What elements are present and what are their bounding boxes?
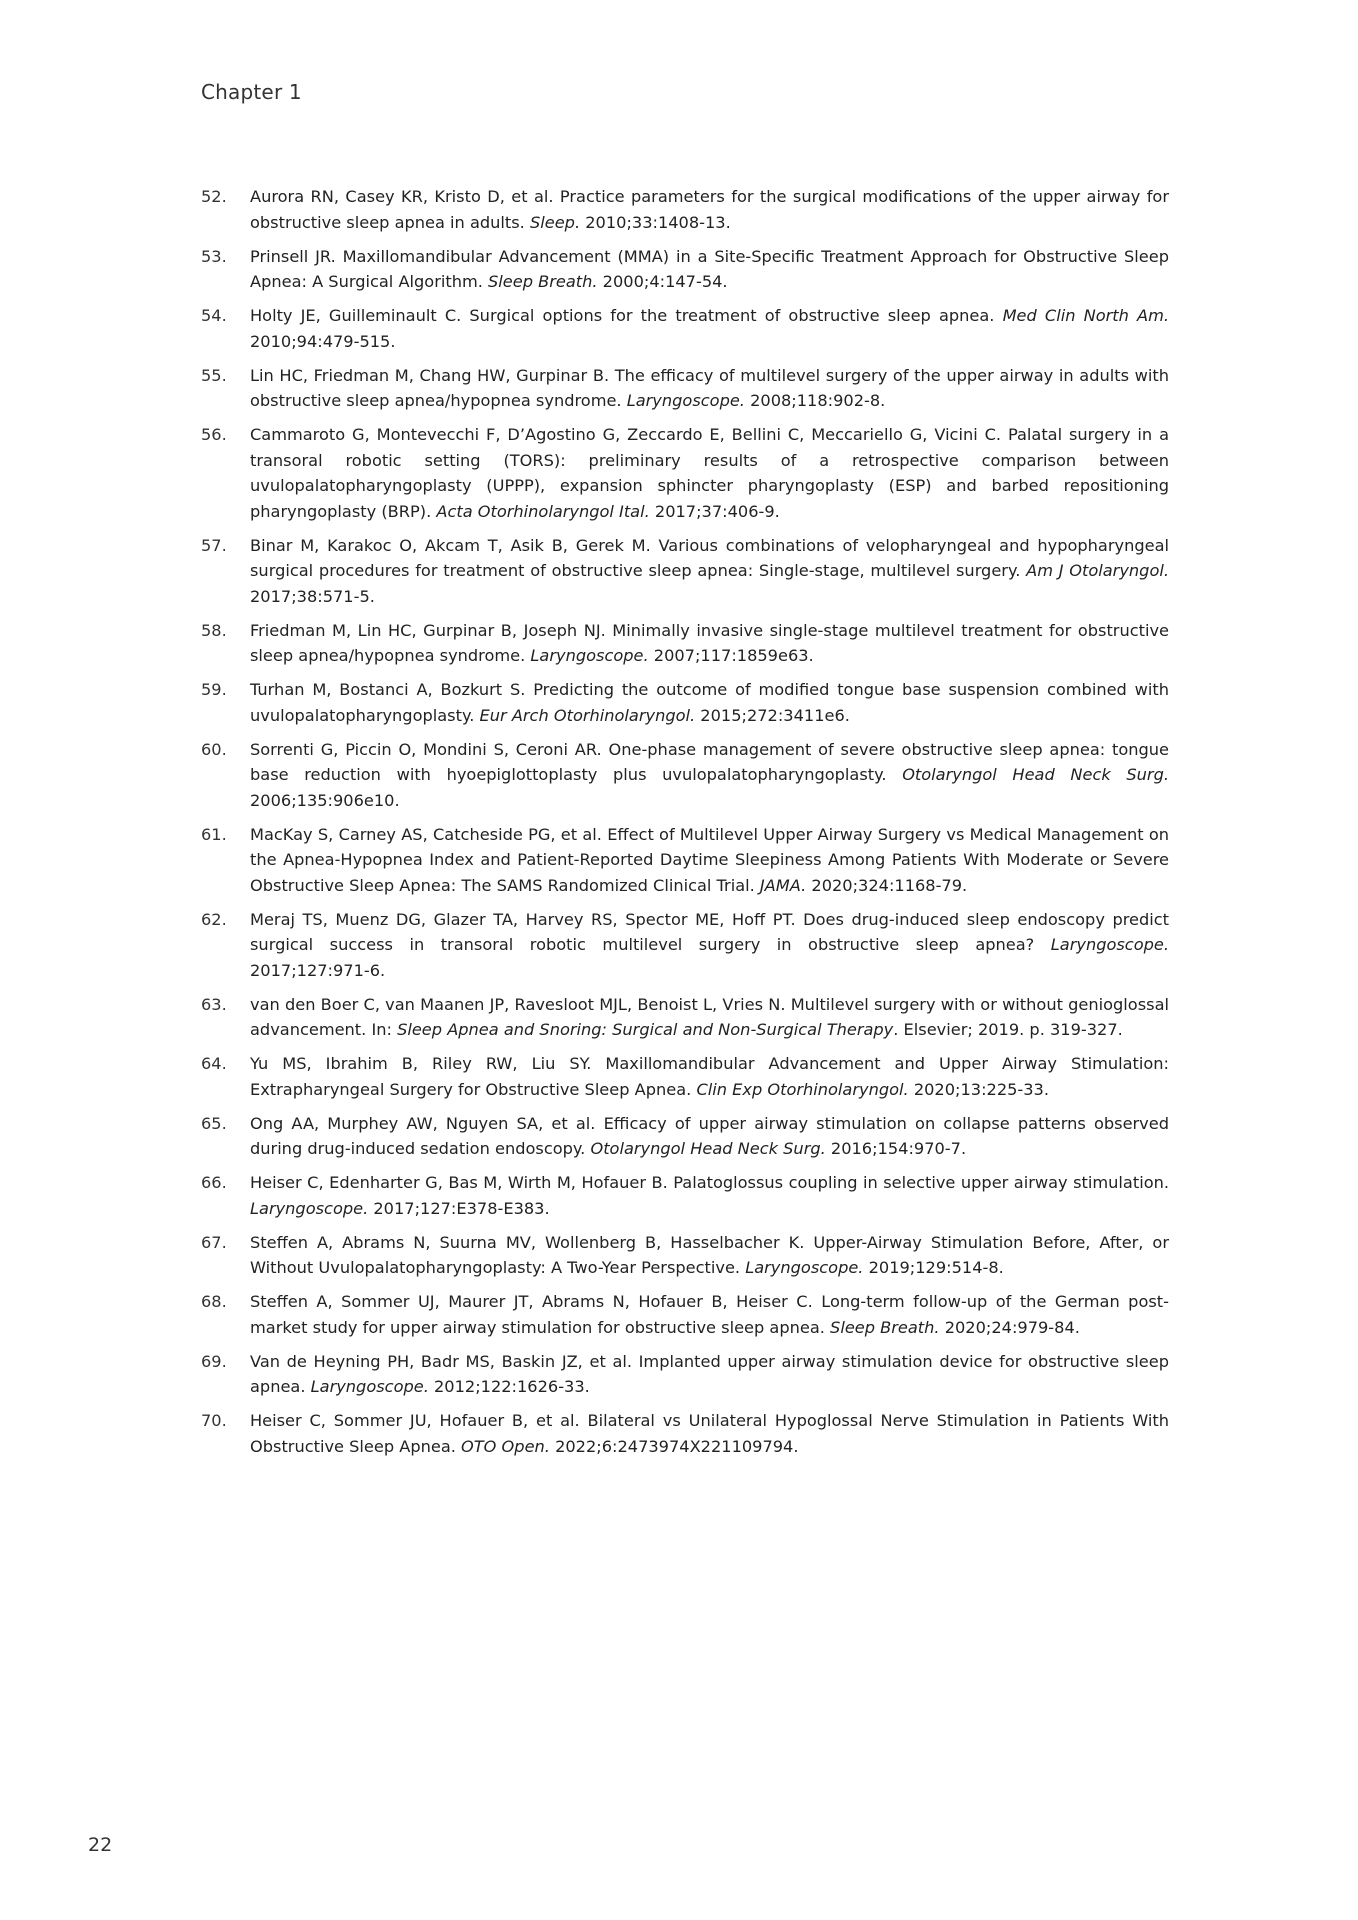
reference-item xyxy=(201,1289,1169,1340)
reference-text xyxy=(250,1051,1169,1102)
reference-journal: Acta Otorhinolaryngol Ital. xyxy=(436,501,650,521)
reference-item xyxy=(201,1230,1169,1281)
reference-text xyxy=(250,907,1169,984)
reference-journal: Laryngoscope. xyxy=(745,1258,864,1277)
reference-segment: 2020;24:979-84. xyxy=(939,1317,1080,1337)
reference-segment: . Elsevier; 2019. p. 319-327. xyxy=(893,1020,1123,1039)
reference-segment: Lin HC, Friedman M, Chang HW, Gurpinar B. The efficacy of multilevel surgery of the upper airway in adults with obstructive sleep apnea/hypopnea syndrome. xyxy=(250,365,1169,410)
reference-segment: 2006;135:906e10. xyxy=(250,790,400,810)
reference-item xyxy=(201,1170,1169,1221)
reference-journal: OTO Open. xyxy=(461,1436,550,1456)
reference-segment: 2019;129:514-8. xyxy=(863,1258,1004,1277)
reference-number: 68. xyxy=(201,1292,227,1311)
reference-journal: Otolaryngol Head Neck Surg. xyxy=(590,1139,826,1158)
reference-number: 64. xyxy=(201,1054,227,1073)
reference-text xyxy=(250,244,1169,295)
reference-segment: Van de Heyning PH, Badr MS, Baskin JZ, et al. Implanted upper airway stimulation device for obstructive sleep apnea. xyxy=(250,1351,1169,1396)
reference-number: 63. xyxy=(201,994,227,1014)
reference-segment: 2010;33:1408-13. xyxy=(580,212,731,232)
reference-segment: Steffen A, Sommer UJ, Maurer JT, Abrams N, Hofauer B, Heiser C. Long-term follow-up of the German post-market study for upper airway stimulation for obstructive sleep apnea. xyxy=(250,1292,1169,1337)
reference-number: 52. xyxy=(201,187,227,206)
reference-segment: Aurora RN, Casey KR, Kristo D, et al. Practice parameters for the surgical modifications of the upper airway for obstructive sleep apnea in adults. xyxy=(250,187,1169,232)
reference-segment: Cammaroto G, Montevecchi F, D’Agostino G, Zeccardo E, Bellini C, Meccariello G, Vicini C. Palatal surgery in a transoral robotic setting (TORS): preliminary results of a retrospective comparison between uvulopalatopharyngoplasty (UPPP), expansion sphincter pharyngoplasty (ESP) and barbed repositioning pharyngoplasty (BRP). xyxy=(250,425,1169,521)
reference-item xyxy=(201,1408,1169,1459)
reference-item xyxy=(201,1051,1169,1102)
reference-number: 65. xyxy=(201,1113,227,1133)
page-number: 22 xyxy=(88,1834,113,1856)
reference-item xyxy=(201,992,1169,1043)
reference-item xyxy=(201,533,1169,610)
reference-segment: 2017;37:406-9. xyxy=(649,501,780,521)
reference-segment: 2015;272:3411e6. xyxy=(695,705,850,725)
reference-item xyxy=(201,737,1169,814)
reference-segment: 2012;122:1626-33. xyxy=(428,1377,590,1396)
reference-journal: Laryngoscope. xyxy=(250,1198,369,1218)
reference-number: 59. xyxy=(201,680,227,699)
reference-journal: Eur Arch Otorhinolaryngol. xyxy=(479,705,696,725)
reference-text xyxy=(250,618,1169,669)
reference-segment: 2010;94:479-515. xyxy=(250,331,396,351)
reference-text xyxy=(250,1349,1169,1400)
reference-journal: Am J Otolaryngol. xyxy=(1026,561,1170,580)
reference-text xyxy=(250,184,1169,235)
reference-number: 61. xyxy=(201,824,227,844)
reference-segment: 2017;127:E378-E383. xyxy=(368,1198,550,1218)
running-head-chapter: Chapter 1 xyxy=(201,80,302,104)
reference-segment: Holty JE, Guilleminault C. Surgical options for the treatment of obstructive sleep apnea. xyxy=(250,306,1003,325)
reference-segment: 2020;13:225-33. xyxy=(908,1079,1050,1099)
reference-number: 70. xyxy=(201,1411,227,1430)
reference-item xyxy=(201,303,1169,354)
reference-segment: Friedman M, Lin HC, Gurpinar B, Joseph NJ. Minimally invasive single-stage multilevel treatment for obstructive sleep apnea/hypopnea syndrome. xyxy=(250,620,1169,665)
reference-number: 57. xyxy=(201,535,227,555)
reference-segment: 2017;127:971-6. xyxy=(250,960,386,980)
reference-item xyxy=(201,1111,1169,1162)
reference-segment: Turhan M, Bostanci A, Bozkurt S. Predicting the outcome of modified tongue base suspension combined with uvulopalatopharyngoplasty. xyxy=(250,680,1169,725)
reference-number: 54. xyxy=(201,306,227,325)
reference-text xyxy=(250,422,1169,524)
reference-number: 66. xyxy=(201,1173,227,1192)
reference-text xyxy=(250,1170,1169,1221)
reference-item xyxy=(201,677,1169,728)
reference-text xyxy=(250,737,1169,814)
reference-item xyxy=(201,422,1169,524)
reference-list xyxy=(201,184,1169,1468)
reference-segment: Yu MS, Ibrahim B, Riley RW, Liu SY. Maxillomandibular Advancement and Upper Airway Stimulation: Extrapharyngeal Surgery for Obstructive Sleep Apnea. xyxy=(250,1054,1169,1099)
reference-item xyxy=(201,1349,1169,1400)
reference-segment: 2008;118:902-8. xyxy=(744,391,886,410)
reference-item xyxy=(201,822,1169,899)
reference-segment: 2007;117:1859e63. xyxy=(648,646,814,665)
reference-journal: Sleep Apnea and Snoring: Surgical and Non-Surgical Therapy xyxy=(397,1020,894,1039)
reference-item xyxy=(201,244,1169,295)
reference-journal: JAMA. xyxy=(759,875,807,895)
reference-segment: 2016;154:970-7. xyxy=(825,1139,967,1158)
reference-text xyxy=(250,363,1169,414)
reference-text xyxy=(250,303,1169,354)
reference-journal: Laryngoscope. xyxy=(1050,935,1169,954)
reference-segment: Meraj TS, Muenz DG, Glazer TA, Harvey RS, Spector ME, Hoff PT. Does drug-induced sleep endoscopy predict surgical success in transoral robotic multilevel surgery in obstructive sleep apnea? xyxy=(250,909,1169,954)
reference-text xyxy=(250,822,1169,899)
reference-item xyxy=(201,618,1169,669)
reference-text xyxy=(250,992,1169,1043)
reference-segment: MacKay S, Carney AS, Catcheside PG, et al. Effect of Multilevel Upper Airway Surgery vs Medical Management on the Apnea-Hypopnea Index and Patient-Reported Daytime Sleepiness Among Patients With Moderate or Severe Obstructive Sleep Apnea: The SAMS Randomized Clinical Trial. xyxy=(250,824,1169,895)
reference-segment: 2000;4:147-54. xyxy=(597,272,728,291)
reference-journal: Laryngoscope. xyxy=(626,391,745,410)
reference-journal: Laryngoscope. xyxy=(530,646,649,665)
reference-number: 55. xyxy=(201,365,227,385)
reference-segment: Heiser C, Edenharter G, Bas M, Wirth M, Hofauer B. Palatoglossus coupling in selective upper airway stimulation. xyxy=(250,1173,1169,1192)
reference-journal: Sleep. xyxy=(529,212,581,232)
reference-item xyxy=(201,184,1169,235)
reference-segment: Binar M, Karakoc O, Akcam T, Asik B, Gerek M. Various combinations of velopharyngeal and hypopharyngeal surgical procedures for treatment of obstructive sleep apnea: Single-stage, multilevel surgery. xyxy=(250,535,1169,580)
reference-text xyxy=(250,1289,1169,1340)
reference-segment: Heiser C, Sommer JU, Hofauer B, et al. Bilateral vs Unilateral Hypoglossal Nerve Stimulation in Patients With Obstructive Sleep Apnea. xyxy=(250,1411,1169,1456)
reference-segment: Sorrenti G, Piccin O, Mondini S, Ceroni AR. One-phase management of severe obstructive sleep apnea: tongue base reduction with hyoepiglottoplasty plus uvulopalatopharyngoplasty. xyxy=(250,739,1169,784)
reference-text xyxy=(250,1230,1169,1281)
reference-segment: 2022;6:2473974X221109794. xyxy=(549,1436,799,1456)
reference-item xyxy=(201,363,1169,414)
reference-journal: Clin Exp Otorhinolaryngol. xyxy=(696,1079,909,1099)
reference-segment: 2017;38:571-5. xyxy=(250,586,375,606)
reference-segment: Steffen A, Abrams N, Suurna MV, Wollenberg B, Hasselbacher K. Upper-Airway Stimulation Before, After, or Without Uvulopalatopharyngoplasty: A Two-Year Perspective. xyxy=(250,1232,1169,1277)
reference-journal: Med Clin North Am. xyxy=(1002,306,1169,325)
reference-segment: van den Boer C, van Maanen JP, Ravesloot MJL, Benoist L, Vries N. Multilevel surgery with or without genioglossal advancement. In: xyxy=(250,994,1169,1039)
reference-journal: Sleep Breath. xyxy=(830,1317,940,1337)
reference-number: 58. xyxy=(201,620,227,640)
reference-text xyxy=(250,533,1169,610)
reference-item xyxy=(201,907,1169,984)
reference-journal: Sleep Breath. xyxy=(488,272,598,291)
reference-segment: 2020;324:1168-79. xyxy=(806,875,968,895)
reference-text xyxy=(250,1111,1169,1162)
reference-number: 62. xyxy=(201,909,227,929)
reference-text xyxy=(250,1408,1169,1459)
reference-segment: Prinsell JR. Maxillomandibular Advancement (MMA) in a Site-Specific Treatment Approach for Obstructive Sleep Apnea: A Surgical Algorithm. xyxy=(250,246,1169,291)
reference-number: 69. xyxy=(201,1351,227,1371)
reference-number: 67. xyxy=(201,1232,227,1252)
reference-segment: Ong AA, Murphey AW, Nguyen SA, et al. Efficacy of upper airway stimulation on collapse patterns observed during drug-induced sedation endoscopy. xyxy=(250,1113,1169,1158)
reference-number: 60. xyxy=(201,739,227,759)
reference-number: 56. xyxy=(201,425,227,444)
reference-journal: Laryngoscope. xyxy=(310,1377,429,1396)
reference-text xyxy=(250,677,1169,728)
reference-number: 53. xyxy=(201,246,227,266)
reference-journal: Otolaryngol Head Neck Surg. xyxy=(902,765,1169,784)
